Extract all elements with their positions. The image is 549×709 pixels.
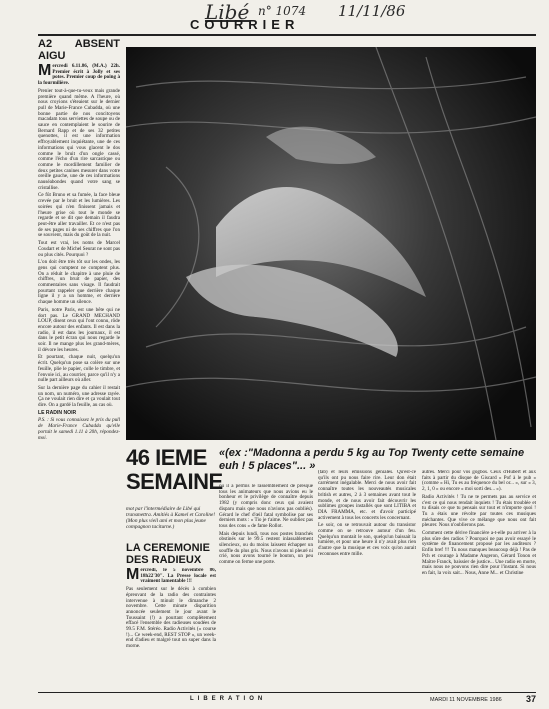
footer-rule — [38, 692, 536, 693]
left-article-lead: ercredi 6.11.86, (M.A.) 22h. Premier écrit à Jolly et ses potes. Premier coup de poing à la fourmilière. — [38, 63, 120, 87]
handwritten-issue-number: n° 1074 — [258, 4, 307, 18]
quote-headline: «(ex :"Madonna a perdu 5 kg au Top Twenty cette semaine euh ! 5 places"... » — [219, 447, 525, 472]
column-paragraph: autres. Merci pour vos gogbos. Ceux d'Hubert et aux faits à partir du disque de Giscard « Pof à le pub » (comme « Hi, Tu es au fréquence du bel or... », sur « 3, 2, 1, 0 » ou encore « moi sorti des... »). — [422, 470, 536, 493]
left-article-paragraph: Prenier tout-à-que-tu-veux mais grande première quand même. A l'heure, où nous croyions s'éteaient sur le dernier pull de Marie-France Cubadda, où une bonne partie de nos concitoyens macadam tous serviettes de soupe ou de sauce en contemplaient le sourire de Bernard Rapp et de ses 32 petites quenottes, il est une information effroyablement inquiétante, une de ces informations qui vous glacent le dos comme le bruit d'un ongle cassé, comme l'écho d'un rire sarcastique ou comme le mordillement familier de deux petites canines mesurer dans votre oreille gauche, une de ces informations nauséabondes quand votre sang se cristallise. — [38, 87, 120, 191]
page-number: 37 — [526, 694, 537, 704]
column-paragraph: où il a permis le rassemblement de presque tous les animateurs que nous avions eu le bonheur et le privilège de connaître depuis 1982 (y compris donc ceux qui avaient disparu mais que nous n'avions pas oubliés). Gérard le chef d'œil fatal symbolise par ses derniers mots : « Tio je t'aime. Ne oubliez pas tous des cons » de fame Rollot. — [219, 484, 313, 529]
column-paragraph: Le soir, on se retrouvait autour du transistor comme on se retrouve autour d'un feu. Quelqu'un montait le son, quelqu'un baissait la lumière, et pour une heure il n'y avait plus rien d'autre que la musique et ces voix qu'on aurait reconnues entre mille. — [318, 522, 416, 557]
column-paragraph: Radio Activités ! Tu ne te permets pas au service et c'est ce qui nous rendait inquiets ! Tu étais troublée et tu disais ce que tu pensais sur tout et n'importe quoi ! Tu a étais une révolte par toutes ces musiques méchantes. Que vive ce mélange que nous ont fait pleurer. Nous n'oublierons pas. — [422, 493, 536, 529]
column-paragraph: Comment cette dérive financière a-t-elle pu arriver à la plus sûre des radios ? Pourquoi ne pas avoir essayé le système de financement proposé par les auditeurs ? Enfin bref !!! Tu nous manques beaucoup déjà ! Pas de Pch et courage à Madame Angeron, Gérard Tonon et Maître Franck, baissier de justice... Une radio en morte, mais nous ne pouvons rien dire pour l'instant. Si nous en fait, la voix sait... Nous, Anne M... et Christine — [422, 530, 536, 576]
left-article-lead-paragraph — [38, 64, 120, 87]
left-article-paragraph: Et pourtant, chaque nuit, quelqu'un écrit. Quelqu'un pose sa colère sur une feuille, plie le papier, colle le timbre, et l'envoie ici, au courrier, parce qu'il n'y a nulle part ailleurs où aller. — [38, 354, 120, 384]
photo-illustration — [126, 47, 536, 440]
footer-masthead: LIBERATION — [190, 696, 267, 702]
text-column-b — [318, 470, 416, 696]
handwritten-paper-name: Libé — [205, 0, 250, 24]
left-article-paragraph: Sur la dernière page du cahier il restait un nom, un numéro, une adresse rayée. Ça ne voulait rien dire et ça voulait tout dire. On a gardé la feuille, au cas où. — [38, 384, 120, 409]
feature-lead: ercredi, le 5 novembre 86, 18h22'30". La Presse locale est vraiment lamentable !!! — [140, 568, 216, 585]
footer-date: MARDI 11 NOVEMBRE 1986 — [430, 697, 502, 703]
handwritten-date: 11/11/86 — [338, 2, 406, 20]
feature-credit: mot par l'intermédiaire de Libé qui transmettra. Amitiés à Kamel et Caroline! (Mon plus vieil ami et mon plus jeune compagnon taciturne.) — [126, 506, 216, 530]
left-article-title: A2 ABSENT AIGU — [38, 38, 120, 62]
left-article-signature: LE RADIN NOIR — [38, 409, 77, 416]
left-article — [38, 38, 120, 638]
left-article-paragraph: Paris, notre Paris, est une bête qui ne dort pas. Le GRAND MECHAND LOUP, disent ceux qui l'ont connu, rôde encore autour des enfants. Il est dans la radio, il est dans les journaux, il est dans le petit écran qui nous regarde le soir. Il ne mange plus les grand-mères, il dévore les heures. — [38, 306, 120, 353]
left-article-postscript: P.S. : Si vous connaissez le prix du pull de Marie-France Cubadda qu'elle portait le samedi 1.11 à 20h, répondez-moi. — [38, 417, 120, 441]
header-rule — [38, 34, 536, 36]
text-column-a — [219, 484, 313, 696]
feature-dropcap: M — [126, 568, 140, 583]
text-column-c — [422, 470, 536, 696]
feature-photo — [126, 47, 536, 440]
feature-lead-paragraph — [126, 568, 216, 585]
column-paragraph: Mais depuis lundi, tous nos postes branchés obstinés sur le 99.5 restent inlassablement silencieux, ou du moins laissent échapper un souffle du plus gris. Nous n'avons ni pleuré ni crié, nous avons tourné le bouton, un peu comme on ferme une porte. — [219, 530, 313, 566]
column-paragraph: (tab) et leurs émissions géniales. Qu'est-ce qu'ils ont pu nous faire rire. Leur don était carrément inégalable. Merci de nous avoir fait connaître toutes les nouveautés musicales british et autres, 2 à 3 semaines avant tout le monde, et de nous avoir fait découvrir les sublimes groupes installés que sont LITIBA et DIA FRAMMA, etc. et d'avoir participé activement à tous les concerts les concernant. — [318, 470, 416, 521]
feature-paragraph: Pas seulement sur le décès à combien épreuvant de la radio des contraintes intervenue à minuit le dimanche 2 novembre. Cette minute disparition annoncée seulement le jour avant le Toussaint (!) a pourtant complètement effacé l'ensemble des radieuses soudées de 99.5 F.M. Stéréo. Radio Activités (« course !)... Ce week-end, REST STOP », un week-end d'adieu et malgré tout un super dans la morne. — [126, 586, 216, 650]
left-article-paragraph: Ce fût Bruno et sa fumée, la face bleue crevée par le bruit et les lumières. Les soirées qui n'en finissent jamais et l'heure grise où tout le monde se regarde et se dit que demain il faudra peut-être aller travailler. Et ce n'est pas de ses pages ni de ses chiffres que l'on se souvient, mais du goût de la nuit. — [38, 192, 120, 239]
feature-body — [126, 568, 216, 688]
left-article-dropcap: M — [38, 62, 52, 79]
feature-title: 46 IEME SEMAINE — [126, 445, 223, 494]
left-article-paragraph: Tout est vrai, les noms de Marcel Coudart et de Michel Seurat ne sont pas ou plus cités. Pourquoi ? — [38, 240, 120, 258]
feature-subtitle: LA CEREMONIE DES RADIEUX — [126, 542, 210, 566]
section-header: COURRIER — [190, 17, 300, 32]
left-article-paragraph: L'on doit être très tôt sur les ondes, les gens qui comptent ne comptent plus. On a réduit le chapitre à une pluie de chiffres, un bruit de papier, des commentaires sans visage. Il faudrait pourtant rappeler que derrière chaque ligne il y a un homme, et derrière chaque homme un silence. — [38, 259, 120, 306]
